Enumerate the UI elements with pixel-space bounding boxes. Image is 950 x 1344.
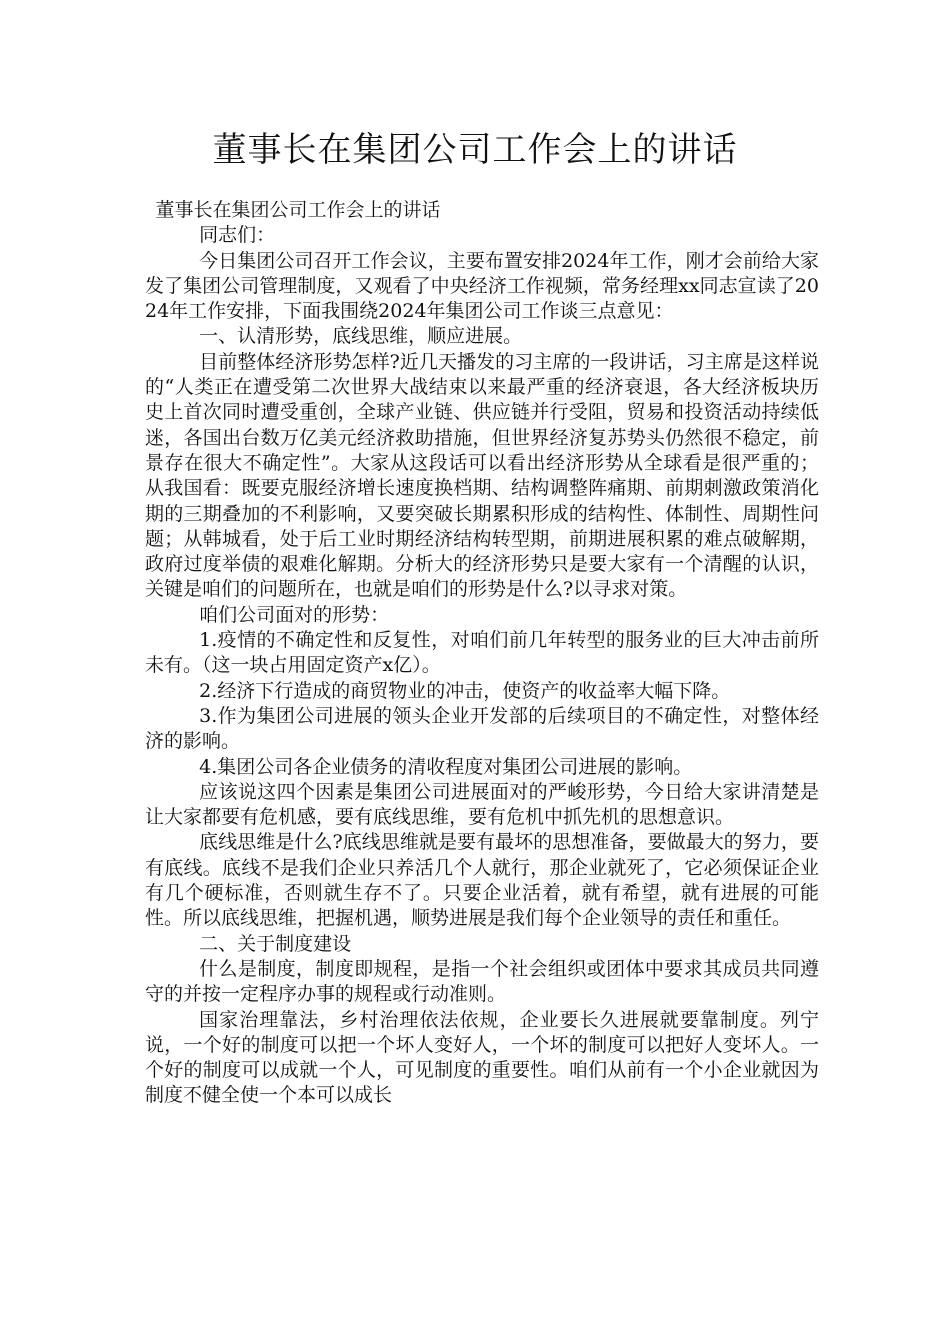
paragraph: 应该说这四个因素是集团公司进展面对的严峻形势，今日给大家讲清楚是让大家都要有危机感，要有底线思维，要有危机中抓先机的思想意识。 — [145, 780, 819, 829]
list-item: 2.经济下行造成的商贸物业的冲击，使资产的收益率大幅下降。 — [199, 679, 731, 702]
document-subtitle: 董事长在集团公司工作会上的讲话 — [155, 199, 441, 221]
paragraph: 目前整体经济形势怎样?近几天播发的习主席的一段讲话，习主席是这样说的“人类正在遭受第二次世界大战结束以来最严重的经济衰退，各大经济板块历史上首次同时遭受重创，全球产业链、供应链并行受阻，贸易和投资活动持续低迷，各国出台数万亿美元经济救助措施，但世界经济复苏势头仍然很不稳定，前景存在很大不确定性”。大家从这段话可以看出经济形势从全球看是很严重的；从我国看：既要克服经济增长速度换档期、结构调整阵痛期、前期刺激政策消化期的三期叠加的不利影响，又要突破长期累积形成的结构性、体制性、周期性问题；从韩城看，处于后工业时期经济结构转型期，前期进展积累的难点破解期，政府过度举债的艰难化解期。分析大的经济形势只是要大家有一个清醒的认识，关键是咱们的问题所在，也就是咱们的形势是什么?以寻求对策。 — [145, 350, 819, 601]
document-title: 董事长在集团公司工作会上的讲话 — [212, 130, 738, 170]
list-item: 1.疫情的不确定性和反复性，对咱们前几年转型的服务业的巨大冲击前所未有。（这一块占用固定资产x亿）。 — [145, 629, 819, 677]
section-heading: 一、认清形势，底线思维，顺应进展。 — [199, 325, 523, 348]
salutation: 同志们： — [199, 224, 276, 247]
paragraph: 今日集团公司召开工作会议，主要布置安排2024年工作，刚才会前给大家发了集团公司管理制度，又观看了中央经济工作视频，常务经理xx同志宣读了2024年工作安排，下面我围绕2024年集团公司工作谈三点意见： — [145, 249, 819, 323]
paragraph: 国家治理靠法，乡村治理依法依规，企业要长久进展就要靠制度。列宁说，一个好的制度可以把一个坏人变好人，一个坏的制度可以把好人变坏人。一个好的制度可以成就一个人，可见制度的重要性。咱们从前有一个小企业就因为制度不健全使一个本可以成长 — [145, 1008, 819, 1107]
paragraph: 咱们公司面对的形势： — [199, 603, 390, 626]
section-heading: 二、关于制度建设 — [199, 932, 352, 955]
paragraph: 什么是制度，制度即规程，是指一个社会组织或团体中要求其成员共同遵守的并按一定程序办事的规程或行动准则。 — [145, 957, 819, 1006]
paragraph: 底线思维是什么?底线思维就是要有最坏的思想准备，要做最大的努力，要有底线。底线不是我们企业只养活几个人就行，那企业就死了，它必须保证企业有几个硬标准，否则就生存不了。只要企业活着，就有希望，就有进展的可能性。所以底线思维，把握机遇，顺势进展是我们每个企业领导的责任和重任。 — [145, 831, 819, 930]
list-item: 3.作为集团公司进展的领头企业开发部的后续项目的不确定性，对整体经济的影响。 — [145, 704, 819, 753]
document-body — [145, 198, 819, 1109]
list-item: 4.集团公司各企业债务的清收程度对集团公司进展的影响。 — [199, 755, 693, 778]
